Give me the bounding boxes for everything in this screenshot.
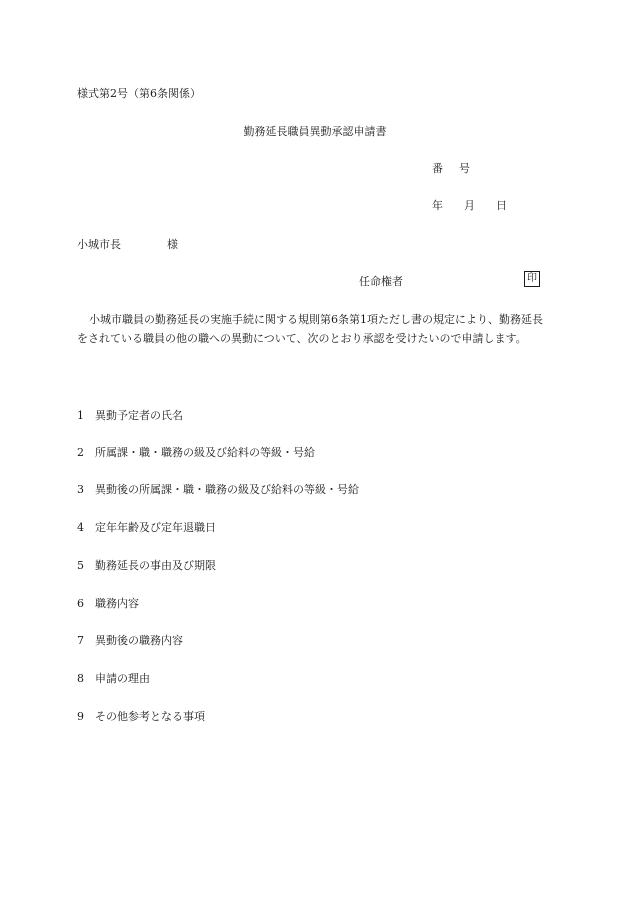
list-item [77,519,216,535]
list-item-number: 9 [77,710,84,723]
list-item-number: 3 [77,483,84,496]
document-title: 勤務延長職員異動承認申請書 [243,125,387,138]
list-item-number: 5 [77,559,84,572]
list-item-number: 6 [77,597,84,610]
list-item-text: 申請の理由 [95,672,150,685]
number-label-ban: 番 [432,162,443,175]
list-item [77,632,183,648]
addressee [77,236,178,252]
form-number: 様式第2号（第6条関係） [77,87,201,100]
list-item [77,708,205,724]
list-item-number: 8 [77,672,84,685]
list-item-text: 所属課・職・職務の級及び給料の等級・号給 [95,446,315,459]
list-item [77,670,150,686]
appointer-label: 任命権者 [359,275,403,288]
list-item [77,557,216,573]
date-month: 月 [464,199,475,212]
list-item-number: 7 [77,634,84,647]
list-item-text: 異動予定者の氏名 [95,409,183,422]
addressee-suffix: 様 [167,238,178,251]
seal-mark: 印 [524,271,540,287]
list-item [77,481,359,497]
list-item-text: 異動後の所属課・職・職務の級及び給料の等級・号給 [95,483,359,496]
date-line [432,197,507,213]
list-item-text: 勤務延長の事由及び期限 [95,559,216,572]
list-item-number: 1 [77,409,84,422]
date-day: 日 [496,199,507,212]
list-item [77,407,183,423]
body-text: 小城市職員の勤務延長の実施手続に関する規則第6条第1項ただし書の規定により、勤務延長をされている職員の他の職への異動について、次のとおり承認を受けたいので申請します。 [77,313,543,345]
list-item-text: 職務内容 [95,597,139,610]
list-item-text: 定年年齢及び定年退職日 [95,521,216,534]
document-number-label [432,160,470,176]
list-item-number: 4 [77,521,84,534]
list-item-text: 異動後の職務内容 [95,634,183,647]
addressee-name: 小城市長 [77,238,121,251]
date-year: 年 [432,199,443,212]
number-label-go: 号 [459,162,470,175]
list-item [77,444,315,460]
list-item-number: 2 [77,446,84,459]
list-item-text: その他参考となる事項 [95,710,205,723]
list-item [77,595,139,611]
